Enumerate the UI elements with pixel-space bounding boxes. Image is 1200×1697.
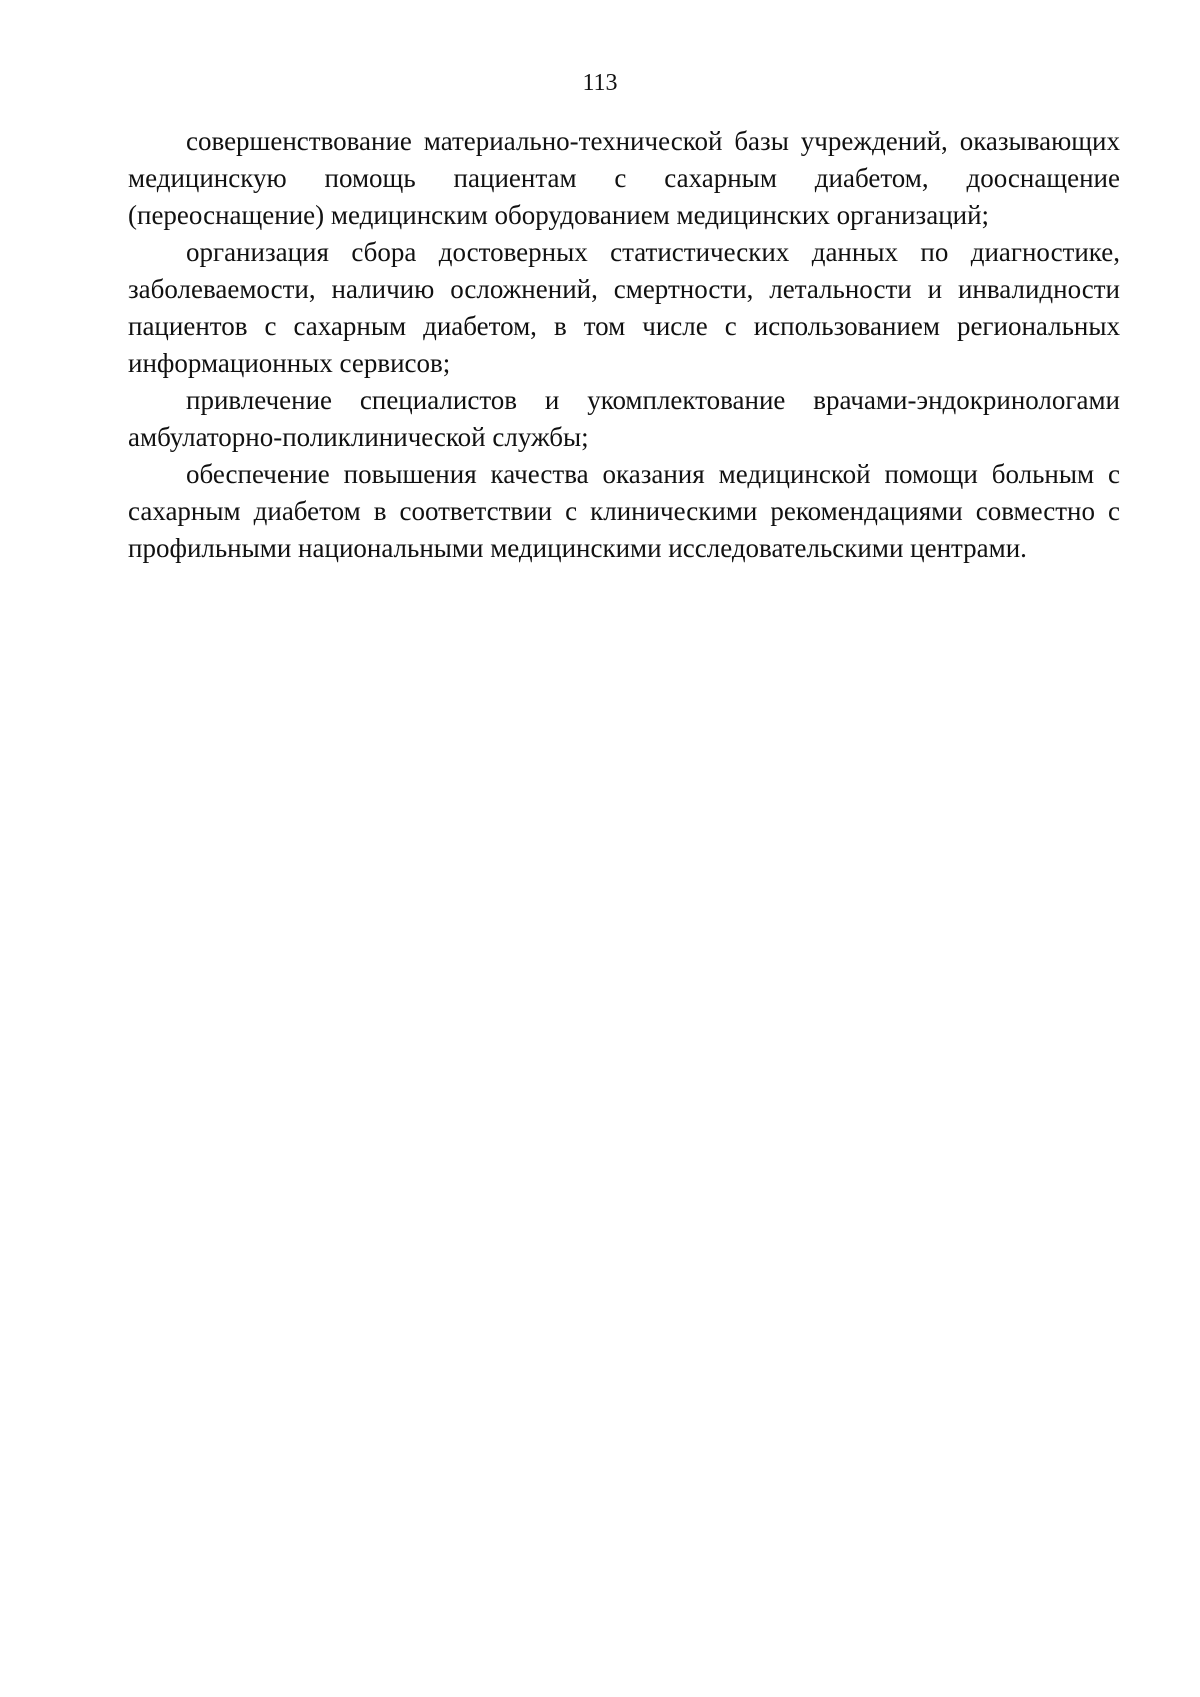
paragraph-quality-improvement: обеспечение повышения качества оказания медицинской помощи больным с сахарным диабетом в соответствии с клиническими рекомендациями совместно с профильными национальными медицинскими исследовательскими центрами.	[128, 459, 1120, 563]
page-number: 113	[582, 70, 618, 96]
paragraph-staffing: привлечение специалистов и укомплектование врачами-эндокринологами амбулаторно-поликлинической службы;	[128, 385, 1120, 452]
document-body	[128, 123, 1120, 567]
paragraph-statistics-collection: организация сбора достоверных статистических данных по диагностике, заболеваемости, наличию осложнений, смертности, летальности и инвалидности пациентов с сахарным диабетом, в том числе с использованием региональных информационных сервисов;	[128, 237, 1120, 378]
paragraph-equipment-upgrade: совершенствование материально-технической базы учреждений, оказывающих медицинскую помощь пациентам с сахарным диабетом, дооснащение (переоснащение) медицинским оборудованием медицинских организаций;	[128, 126, 1120, 230]
